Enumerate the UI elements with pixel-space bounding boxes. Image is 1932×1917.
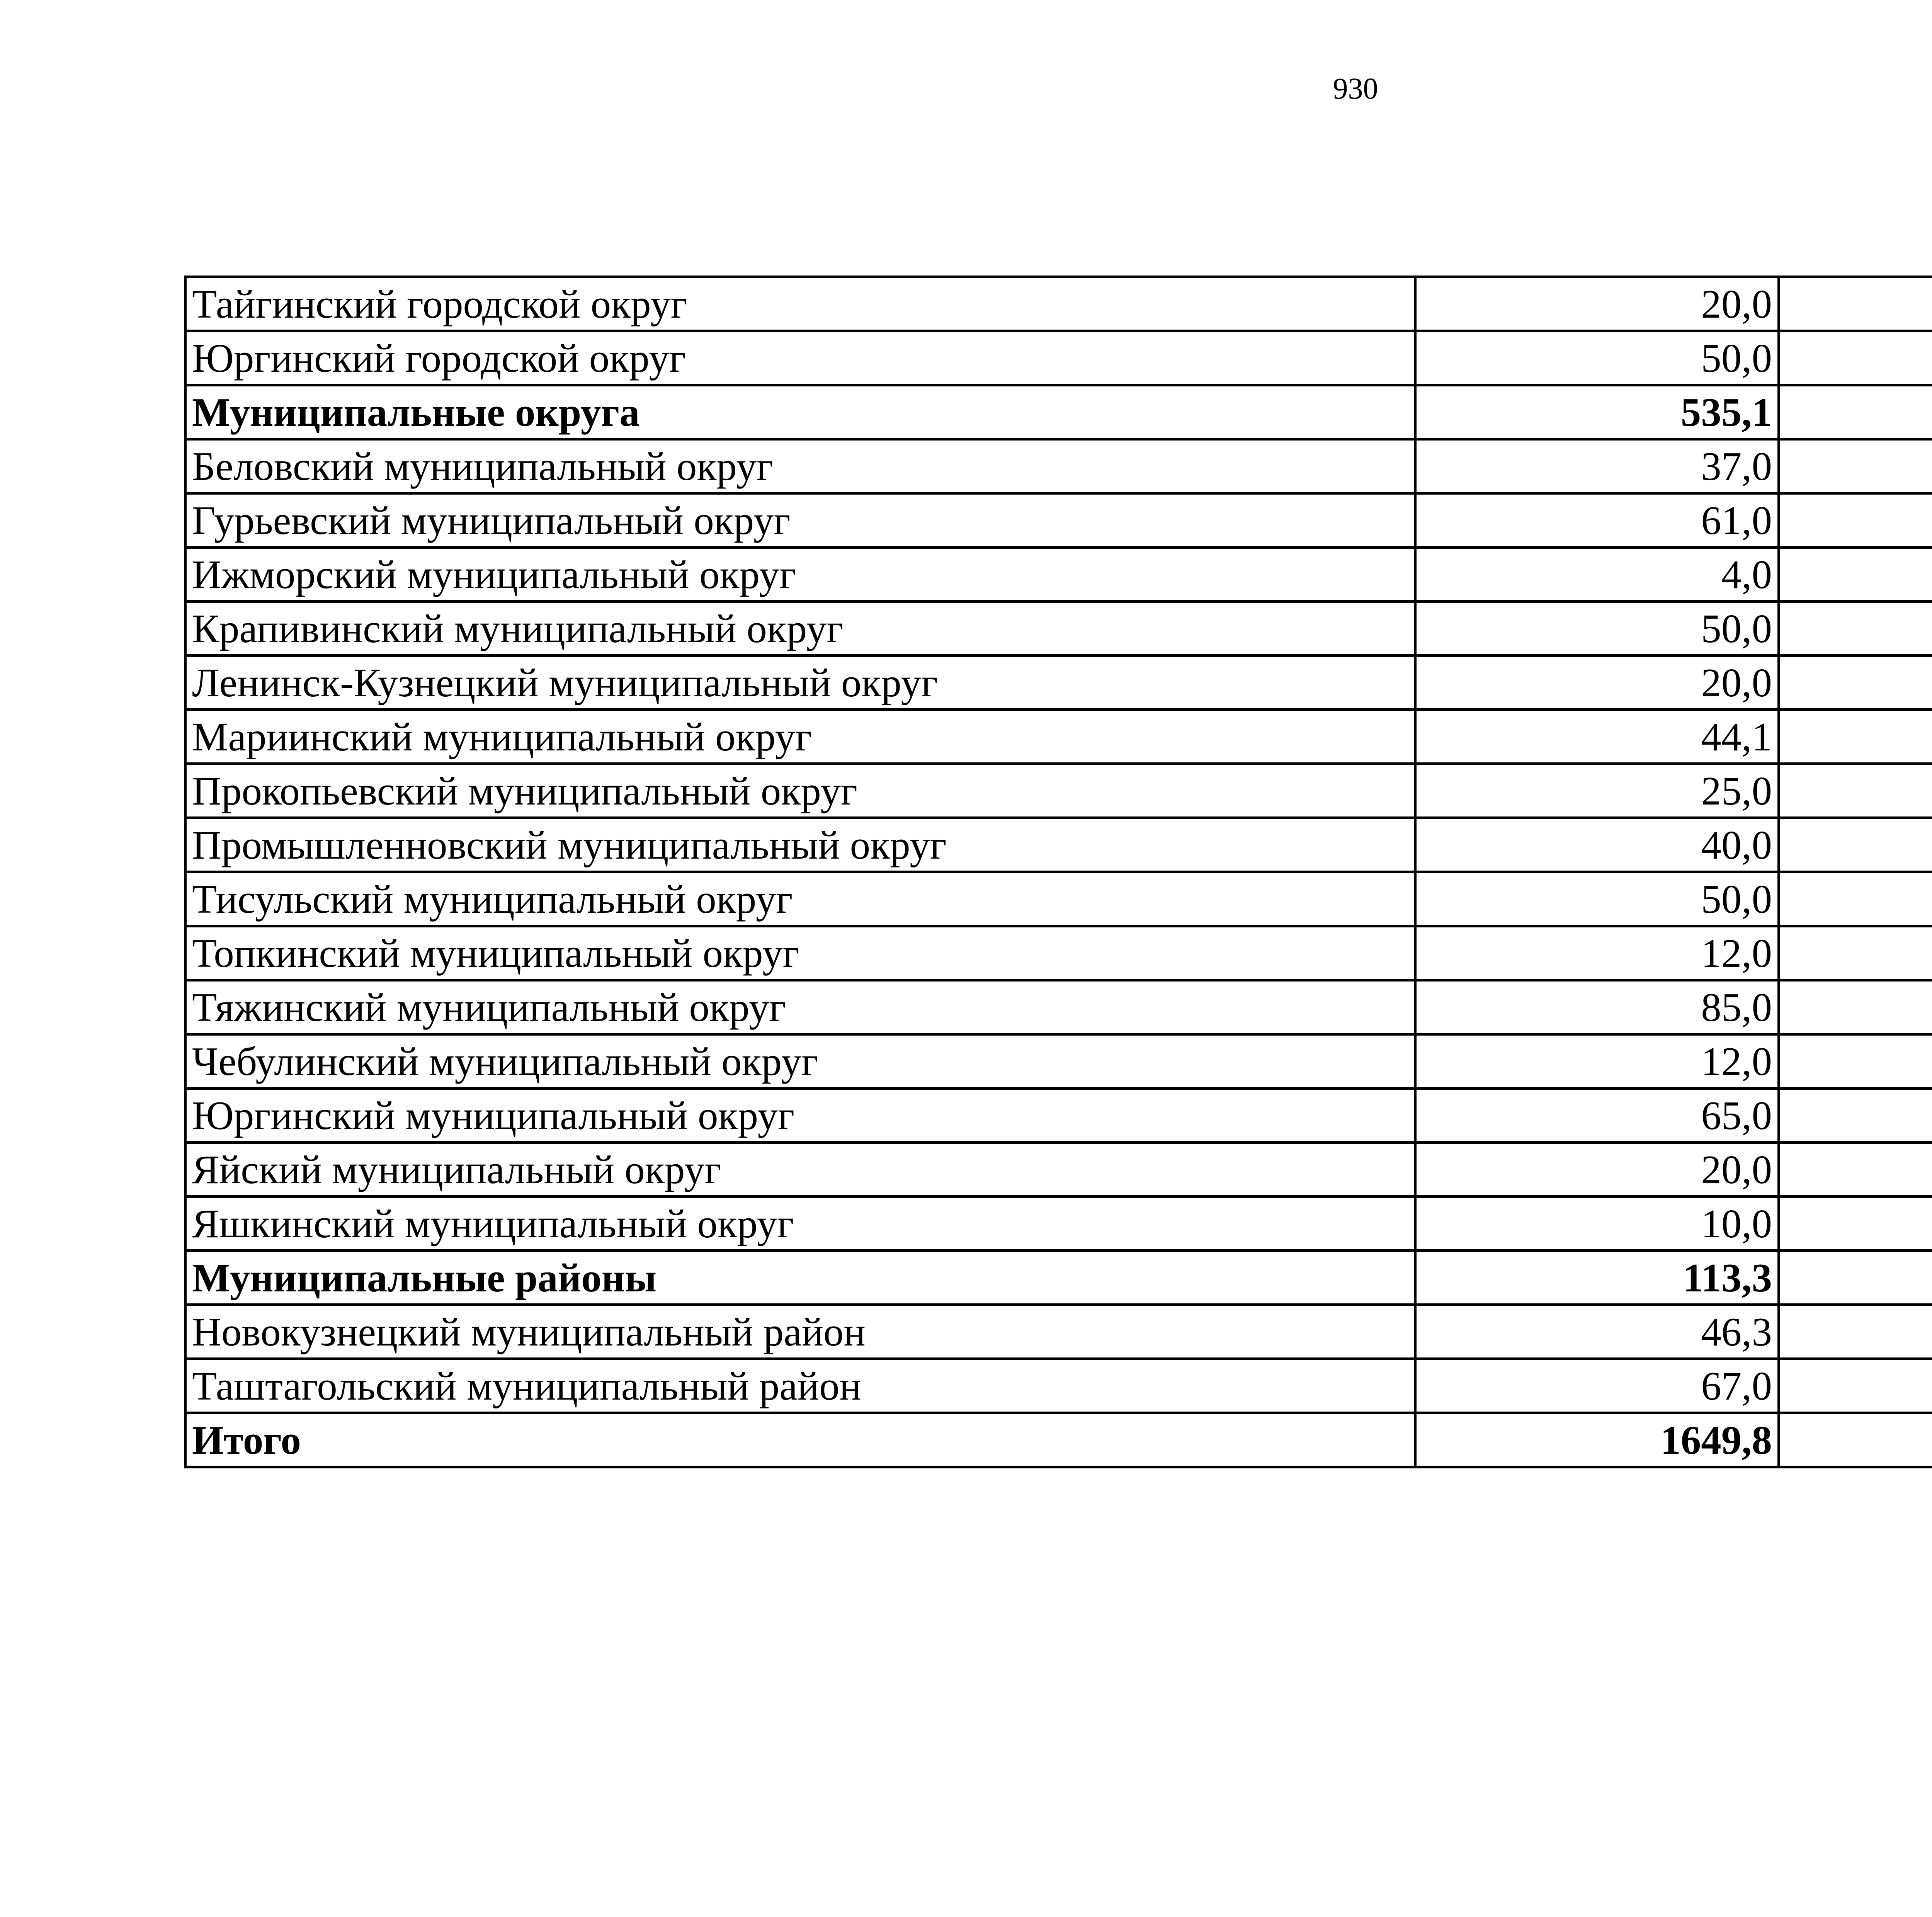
row-name: Беловский муниципальный округ [185,439,1415,493]
row-name: Гурьевский муниципальный округ [185,493,1415,548]
page-number: 930 [1333,71,1378,105]
row-value-2 [1779,1034,1932,1089]
row-value-1: 12,0 [1415,1034,1779,1089]
table-row [185,1251,1932,1305]
row-value-2 [1779,493,1932,548]
table-row [185,439,1932,493]
row-value-1: 113,3 [1415,1251,1779,1305]
row-value-1: 20,0 [1415,1143,1779,1197]
row-value-1: 46,3 [1415,1305,1779,1359]
row-name: Яшкинский муниципальный округ [185,1197,1415,1251]
table-row [185,548,1932,602]
table-row [185,1413,1932,1467]
row-value-2 [1779,1197,1932,1251]
table-row [185,602,1932,656]
row-value-2 [1779,1413,1932,1467]
table-row [185,1197,1932,1251]
row-value-2 [1779,277,1932,331]
row-value-1: 10,0 [1415,1197,1779,1251]
table-row [185,980,1932,1034]
row-value-2 [1779,331,1932,385]
row-value-1: 85,0 [1415,980,1779,1034]
row-name: Тайгинский городской округ [185,277,1415,331]
row-value-1: 20,0 [1415,656,1779,710]
row-value-1: 40,0 [1415,818,1779,872]
row-value-2 [1779,1359,1932,1413]
table-row [185,656,1932,710]
table-row [185,926,1932,980]
table-row [185,1143,1932,1197]
row-value-2 [1779,926,1932,980]
row-value-1: 535,1 [1415,385,1779,439]
table-row [185,331,1932,385]
row-name: Юргинский муниципальный округ [185,1089,1415,1143]
table-row [185,710,1932,764]
row-name: Промышленновский муниципальный округ [185,818,1415,872]
table-row [185,1034,1932,1089]
row-value-1: 20,0 [1415,277,1779,331]
row-name: Ижморский муниципальный округ [185,548,1415,602]
row-value-1: 1649,8 [1415,1413,1779,1467]
row-name: Ленинск-Кузнецкий муниципальный округ [185,656,1415,710]
row-name: Чебулинский муниципальный округ [185,1034,1415,1089]
table-row [185,493,1932,548]
row-value-1: 4,0 [1415,548,1779,602]
row-value-2 [1779,548,1932,602]
row-name: Таштагольский муниципальный район [185,1359,1415,1413]
row-name: Юргинский городской округ [185,331,1415,385]
row-name: Прокопьевский муниципальный округ [185,764,1415,818]
row-value-1: 67,0 [1415,1359,1779,1413]
row-name: Муниципальные районы [185,1251,1415,1305]
row-name: Крапивинский муниципальный округ [185,602,1415,656]
row-name: Тяжинский муниципальный округ [185,980,1415,1034]
table-row [185,764,1932,818]
budget-table [184,276,1932,1468]
row-value-1: 12,0 [1415,926,1779,980]
row-value-2 [1779,710,1932,764]
row-value-1: 61,0 [1415,493,1779,548]
row-value-2 [1779,764,1932,818]
row-value-1: 50,0 [1415,602,1779,656]
table-row [185,818,1932,872]
row-value-2 [1779,1089,1932,1143]
row-value-1: 50,0 [1415,872,1779,926]
row-value-2 [1779,1251,1932,1305]
row-value-2 [1779,439,1932,493]
row-name: Тисульский муниципальный округ [185,872,1415,926]
row-value-1: 37,0 [1415,439,1779,493]
row-value-1: 65,0 [1415,1089,1779,1143]
table-row [185,1089,1932,1143]
table-row [185,1305,1932,1359]
table-row [185,277,1932,331]
row-value-2 [1779,818,1932,872]
row-name: Муниципальные округа [185,385,1415,439]
row-value-2 [1779,602,1932,656]
row-value-2 [1779,1305,1932,1359]
table-row [185,1359,1932,1413]
row-value-2 [1779,1143,1932,1197]
row-value-1: 50,0 [1415,331,1779,385]
row-value-2 [1779,872,1932,926]
row-value-1: 44,1 [1415,710,1779,764]
row-name: Новокузнецкий муниципальный район [185,1305,1415,1359]
row-value-2 [1779,385,1932,439]
row-name: Яйский муниципальный округ [185,1143,1415,1197]
row-value-1: 25,0 [1415,764,1779,818]
row-name: Итого [185,1413,1415,1467]
row-value-2 [1779,980,1932,1034]
table-row [185,872,1932,926]
row-value-2 [1779,656,1932,710]
table-row [185,385,1932,439]
row-name: Топкинский муниципальный округ [185,926,1415,980]
row-name: Мариинский муниципальный округ [185,710,1415,764]
